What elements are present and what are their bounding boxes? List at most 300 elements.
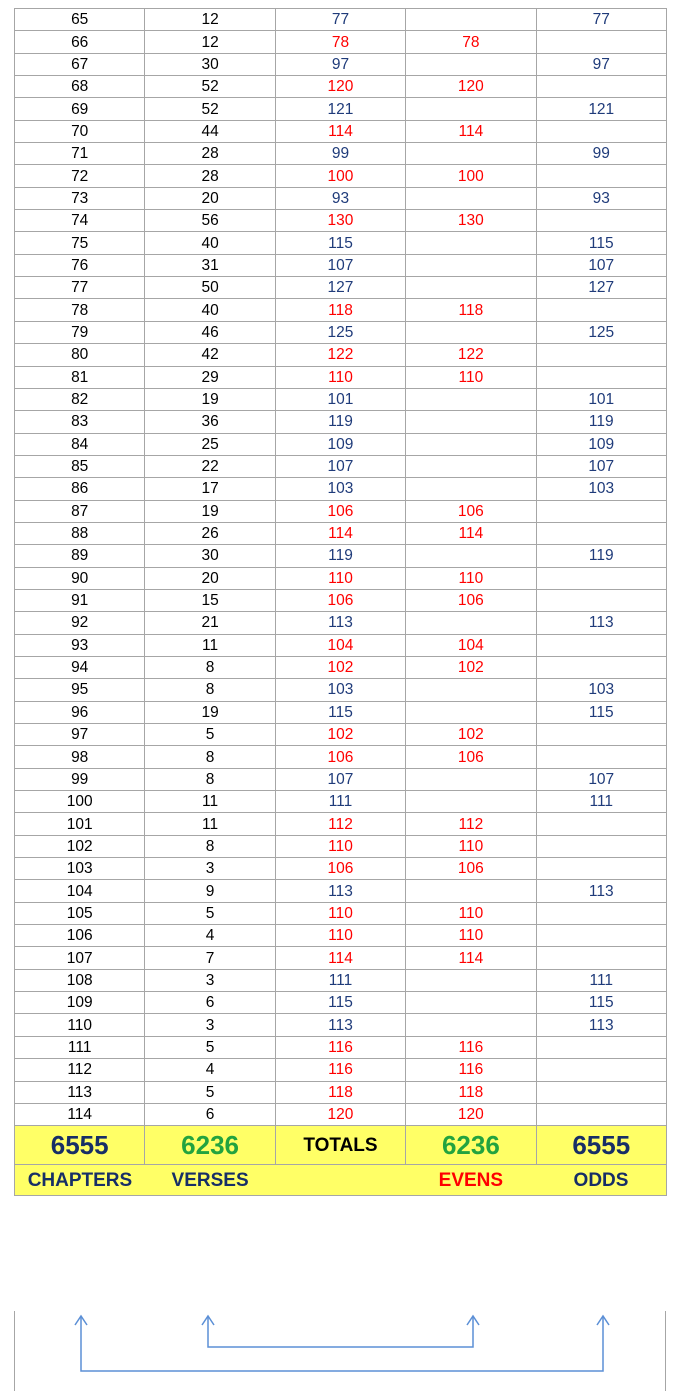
chapter-cell: 96	[15, 701, 145, 723]
total-cell: 127	[275, 277, 405, 299]
verses-cell: 42	[145, 344, 275, 366]
verses-cell: 52	[145, 98, 275, 120]
total-cell: 106	[275, 858, 405, 880]
chapter-cell: 65	[15, 9, 145, 31]
odd-cell: 97	[536, 53, 666, 75]
total-cell: 93	[275, 187, 405, 209]
chapter-cell: 93	[15, 634, 145, 656]
total-evens-cell: 6236	[406, 1126, 536, 1165]
total-cell: 118	[275, 1081, 405, 1103]
chapter-cell: 70	[15, 120, 145, 142]
odd-cell: 103	[536, 679, 666, 701]
chapter-cell: 98	[15, 746, 145, 768]
table-row	[15, 589, 667, 611]
verses-cell: 19	[145, 388, 275, 410]
verses-cell: 19	[145, 701, 275, 723]
total-cell: 121	[275, 98, 405, 120]
odd-cell: 109	[536, 433, 666, 455]
even-cell: 120	[406, 1103, 536, 1125]
verses-cell: 44	[145, 120, 275, 142]
chapter-cell: 97	[15, 724, 145, 746]
total-cell: 114	[275, 947, 405, 969]
verses-cell: 20	[145, 187, 275, 209]
chapter-cell: 103	[15, 858, 145, 880]
table-row	[15, 724, 667, 746]
verses-evens-connector	[208, 1317, 473, 1347]
total-cell: 113	[275, 1014, 405, 1036]
verses-cell: 19	[145, 500, 275, 522]
even-cell	[406, 701, 536, 723]
odd-cell	[536, 634, 666, 656]
connector-area	[14, 1311, 666, 1391]
even-cell: 118	[406, 299, 536, 321]
chapter-cell: 68	[15, 76, 145, 98]
table-row	[15, 31, 667, 53]
even-cell	[406, 321, 536, 343]
total-cell: 115	[275, 701, 405, 723]
table-row	[15, 478, 667, 500]
total-cell: 113	[275, 612, 405, 634]
odd-cell: 103	[536, 478, 666, 500]
verses-cell: 46	[145, 321, 275, 343]
total-cell: 110	[275, 925, 405, 947]
odd-cell: 115	[536, 992, 666, 1014]
chapter-cell: 107	[15, 947, 145, 969]
chapter-cell: 85	[15, 455, 145, 477]
table-row	[15, 791, 667, 813]
table-row	[15, 411, 667, 433]
odd-cell	[536, 522, 666, 544]
chapter-cell: 105	[15, 902, 145, 924]
even-cell	[406, 455, 536, 477]
chapter-cell: 75	[15, 232, 145, 254]
total-cell: 106	[275, 500, 405, 522]
chapter-cell: 87	[15, 500, 145, 522]
total-cell: 111	[275, 791, 405, 813]
total-cell: 111	[275, 969, 405, 991]
chapter-cell: 104	[15, 880, 145, 902]
table-row	[15, 813, 667, 835]
odd-cell: 113	[536, 1014, 666, 1036]
total-cell: 106	[275, 746, 405, 768]
even-cell	[406, 969, 536, 991]
even-cell	[406, 612, 536, 634]
odd-cell: 111	[536, 969, 666, 991]
table-row	[15, 656, 667, 678]
verse-table	[14, 8, 667, 1196]
chapter-cell: 110	[15, 1014, 145, 1036]
total-cell: 118	[275, 299, 405, 321]
odd-cell: 93	[536, 187, 666, 209]
even-cell	[406, 880, 536, 902]
total-cell: 120	[275, 76, 405, 98]
odd-cell: 107	[536, 768, 666, 790]
table-row	[15, 254, 667, 276]
verses-cell: 4	[145, 1059, 275, 1081]
verses-cell: 4	[145, 925, 275, 947]
odd-cell	[536, 76, 666, 98]
odd-cell	[536, 31, 666, 53]
verses-cell: 5	[145, 1036, 275, 1058]
odd-cell	[536, 567, 666, 589]
table-row	[15, 165, 667, 187]
total-cell: 130	[275, 210, 405, 232]
even-cell: 102	[406, 656, 536, 678]
even-cell: 120	[406, 76, 536, 98]
chapters-odds-connector	[81, 1317, 603, 1371]
total-cell: 110	[275, 567, 405, 589]
table-row	[15, 545, 667, 567]
odd-cell	[536, 366, 666, 388]
table-row	[15, 969, 667, 991]
total-cell: 114	[275, 120, 405, 142]
table-row	[15, 299, 667, 321]
chapter-cell: 95	[15, 679, 145, 701]
table-row	[15, 232, 667, 254]
table-row	[15, 1081, 667, 1103]
odd-cell: 107	[536, 254, 666, 276]
odd-cell: 101	[536, 388, 666, 410]
table-row	[15, 500, 667, 522]
verses-cell: 20	[145, 567, 275, 589]
odds-label: ODDS	[536, 1165, 666, 1196]
chapter-cell: 80	[15, 344, 145, 366]
table-row	[15, 76, 667, 98]
total-cell: 77	[275, 9, 405, 31]
odd-cell	[536, 813, 666, 835]
verses-cell: 40	[145, 299, 275, 321]
totals-label-cell: TOTALS	[275, 1126, 405, 1165]
verses-cell: 29	[145, 366, 275, 388]
verses-cell: 11	[145, 791, 275, 813]
total-cell: 125	[275, 321, 405, 343]
chapter-cell: 72	[15, 165, 145, 187]
total-cell: 114	[275, 522, 405, 544]
labels-row	[15, 1165, 667, 1196]
total-cell: 113	[275, 880, 405, 902]
even-cell: 122	[406, 344, 536, 366]
even-cell: 106	[406, 746, 536, 768]
chapters-label: CHAPTERS	[15, 1165, 145, 1196]
odd-cell: 113	[536, 880, 666, 902]
verses-cell: 52	[145, 76, 275, 98]
total-cell: 120	[275, 1103, 405, 1125]
table-row	[15, 187, 667, 209]
chapter-cell: 108	[15, 969, 145, 991]
even-cell: 116	[406, 1036, 536, 1058]
odd-cell: 119	[536, 545, 666, 567]
chapter-cell: 113	[15, 1081, 145, 1103]
even-cell: 110	[406, 902, 536, 924]
empty-label-cell	[275, 1165, 405, 1196]
verses-cell: 17	[145, 478, 275, 500]
chapter-cell: 101	[15, 813, 145, 835]
even-cell: 114	[406, 522, 536, 544]
table-row	[15, 522, 667, 544]
table-row	[15, 947, 667, 969]
odd-cell	[536, 835, 666, 857]
total-cell: 102	[275, 724, 405, 746]
chapter-cell: 114	[15, 1103, 145, 1125]
odd-cell: 121	[536, 98, 666, 120]
odd-cell	[536, 299, 666, 321]
chapter-cell: 100	[15, 791, 145, 813]
odd-cell	[536, 858, 666, 880]
even-cell	[406, 478, 536, 500]
odd-cell: 127	[536, 277, 666, 299]
verses-cell: 6	[145, 1103, 275, 1125]
verses-label: VERSES	[145, 1165, 275, 1196]
table-row	[15, 9, 667, 31]
odd-cell	[536, 902, 666, 924]
verses-cell: 28	[145, 143, 275, 165]
chapter-cell: 91	[15, 589, 145, 611]
table-row	[15, 455, 667, 477]
even-cell	[406, 277, 536, 299]
even-cell: 100	[406, 165, 536, 187]
even-cell: 106	[406, 589, 536, 611]
table-row	[15, 210, 667, 232]
even-cell	[406, 992, 536, 1014]
odd-cell: 99	[536, 143, 666, 165]
verses-cell: 3	[145, 969, 275, 991]
table-row	[15, 992, 667, 1014]
chapter-cell: 92	[15, 612, 145, 634]
total-cell: 107	[275, 455, 405, 477]
odd-cell	[536, 210, 666, 232]
table-row	[15, 98, 667, 120]
odd-cell	[536, 947, 666, 969]
even-cell: 102	[406, 724, 536, 746]
chapter-cell: 112	[15, 1059, 145, 1081]
chapter-cell: 79	[15, 321, 145, 343]
total-cell: 119	[275, 411, 405, 433]
even-cell: 114	[406, 947, 536, 969]
even-cell	[406, 232, 536, 254]
total-cell: 116	[275, 1059, 405, 1081]
odd-cell: 113	[536, 612, 666, 634]
verses-cell: 28	[145, 165, 275, 187]
even-cell	[406, 388, 536, 410]
table-row	[15, 701, 667, 723]
verses-cell: 6	[145, 992, 275, 1014]
verses-cell: 15	[145, 589, 275, 611]
verses-cell: 30	[145, 53, 275, 75]
total-cell: 103	[275, 679, 405, 701]
total-cell: 110	[275, 835, 405, 857]
chapter-cell: 86	[15, 478, 145, 500]
even-cell	[406, 411, 536, 433]
even-cell	[406, 1014, 536, 1036]
verses-cell: 21	[145, 612, 275, 634]
total-chapters-cell: 6555	[15, 1126, 145, 1165]
totals-row	[15, 1126, 667, 1165]
verses-cell: 22	[145, 455, 275, 477]
total-cell: 102	[275, 656, 405, 678]
even-cell: 110	[406, 567, 536, 589]
verses-cell: 11	[145, 634, 275, 656]
odd-cell	[536, 1081, 666, 1103]
table-row	[15, 53, 667, 75]
verses-cell: 12	[145, 9, 275, 31]
odd-cell	[536, 1059, 666, 1081]
total-cell: 122	[275, 344, 405, 366]
even-cell: 130	[406, 210, 536, 232]
verse-count-sheet	[14, 8, 666, 1196]
verses-cell: 11	[145, 813, 275, 835]
even-cell: 78	[406, 31, 536, 53]
total-cell: 106	[275, 589, 405, 611]
verses-cell: 12	[145, 31, 275, 53]
odd-cell	[536, 1103, 666, 1125]
table-row	[15, 768, 667, 790]
odd-cell: 115	[536, 701, 666, 723]
odd-cell: 107	[536, 455, 666, 477]
chapter-cell: 77	[15, 277, 145, 299]
table-row	[15, 1036, 667, 1058]
odd-cell: 119	[536, 411, 666, 433]
table-row	[15, 120, 667, 142]
chapter-cell: 83	[15, 411, 145, 433]
verses-cell: 40	[145, 232, 275, 254]
verses-cell: 50	[145, 277, 275, 299]
verses-cell: 7	[145, 947, 275, 969]
odd-cell	[536, 120, 666, 142]
total-cell: 100	[275, 165, 405, 187]
total-cell: 104	[275, 634, 405, 656]
even-cell	[406, 254, 536, 276]
even-cell: 110	[406, 366, 536, 388]
even-cell	[406, 143, 536, 165]
table-row	[15, 612, 667, 634]
chapter-cell: 76	[15, 254, 145, 276]
chapter-cell: 94	[15, 656, 145, 678]
total-cell: 103	[275, 478, 405, 500]
total-cell: 116	[275, 1036, 405, 1058]
odd-cell	[536, 165, 666, 187]
verses-cell: 8	[145, 768, 275, 790]
total-cell: 107	[275, 768, 405, 790]
odd-cell	[536, 656, 666, 678]
chapter-cell: 66	[15, 31, 145, 53]
verses-cell: 8	[145, 679, 275, 701]
odd-cell	[536, 589, 666, 611]
odd-cell: 77	[536, 9, 666, 31]
chapter-cell: 106	[15, 925, 145, 947]
even-cell	[406, 545, 536, 567]
total-cell: 99	[275, 143, 405, 165]
total-odds-cell: 6555	[536, 1126, 666, 1165]
even-cell: 118	[406, 1081, 536, 1103]
table-row	[15, 1103, 667, 1125]
chapter-cell: 84	[15, 433, 145, 455]
total-cell: 78	[275, 31, 405, 53]
even-cell	[406, 98, 536, 120]
table-row	[15, 925, 667, 947]
verses-cell: 56	[145, 210, 275, 232]
chapter-cell: 78	[15, 299, 145, 321]
chapter-cell: 99	[15, 768, 145, 790]
verses-cell: 36	[145, 411, 275, 433]
odd-cell	[536, 1036, 666, 1058]
odd-cell: 115	[536, 232, 666, 254]
odd-cell: 111	[536, 791, 666, 813]
total-cell: 115	[275, 232, 405, 254]
even-cell: 110	[406, 835, 536, 857]
table-row	[15, 746, 667, 768]
table-row	[15, 858, 667, 880]
table-body	[15, 9, 667, 1126]
verses-cell: 5	[145, 1081, 275, 1103]
table-row	[15, 388, 667, 410]
table-row	[15, 835, 667, 857]
even-cell: 114	[406, 120, 536, 142]
table-row	[15, 143, 667, 165]
total-cell: 110	[275, 902, 405, 924]
chapter-cell: 82	[15, 388, 145, 410]
total-cell: 107	[275, 254, 405, 276]
table-row	[15, 567, 667, 589]
even-cell: 104	[406, 634, 536, 656]
table-row	[15, 679, 667, 701]
table-row	[15, 321, 667, 343]
chapter-cell: 109	[15, 992, 145, 1014]
even-cell: 106	[406, 858, 536, 880]
table-row	[15, 366, 667, 388]
odd-cell	[536, 344, 666, 366]
total-cell: 110	[275, 366, 405, 388]
chapter-cell: 89	[15, 545, 145, 567]
chapter-cell: 88	[15, 522, 145, 544]
verses-cell: 8	[145, 656, 275, 678]
odd-cell	[536, 746, 666, 768]
even-cell	[406, 433, 536, 455]
connector-arrows	[15, 1311, 667, 1391]
verses-cell: 25	[145, 433, 275, 455]
verses-cell: 31	[145, 254, 275, 276]
chapter-cell: 74	[15, 210, 145, 232]
total-cell: 101	[275, 388, 405, 410]
verses-cell: 26	[145, 522, 275, 544]
table-row	[15, 634, 667, 656]
total-cell: 115	[275, 992, 405, 1014]
table-row	[15, 344, 667, 366]
even-cell	[406, 53, 536, 75]
even-cell: 110	[406, 925, 536, 947]
even-cell: 106	[406, 500, 536, 522]
table-row	[15, 277, 667, 299]
verses-cell: 5	[145, 724, 275, 746]
odd-cell: 125	[536, 321, 666, 343]
even-cell	[406, 791, 536, 813]
chapter-cell: 81	[15, 366, 145, 388]
odd-cell	[536, 500, 666, 522]
odd-cell	[536, 724, 666, 746]
table-row	[15, 1014, 667, 1036]
total-cell: 97	[275, 53, 405, 75]
verses-cell: 3	[145, 1014, 275, 1036]
odd-cell	[536, 925, 666, 947]
even-cell: 112	[406, 813, 536, 835]
total-cell: 119	[275, 545, 405, 567]
verses-cell: 30	[145, 545, 275, 567]
verses-cell: 5	[145, 902, 275, 924]
chapter-cell: 102	[15, 835, 145, 857]
table-row	[15, 880, 667, 902]
table-row	[15, 902, 667, 924]
even-cell: 116	[406, 1059, 536, 1081]
chapter-cell: 90	[15, 567, 145, 589]
